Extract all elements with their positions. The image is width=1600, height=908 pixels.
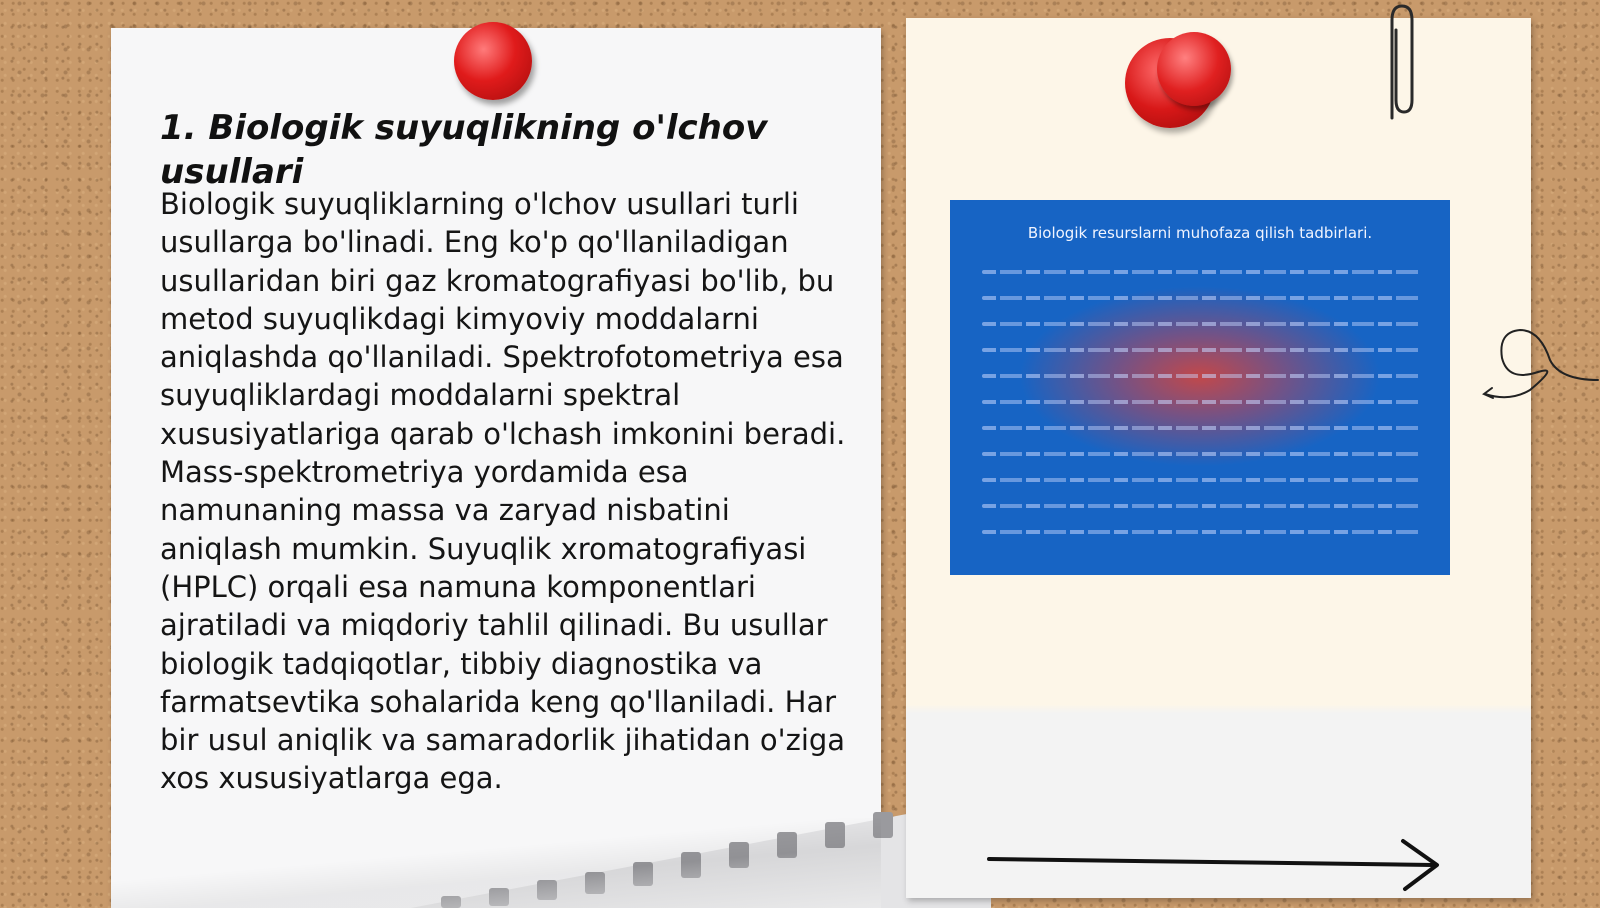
paper-clip-icon (1378, 0, 1418, 125)
push-pin-icon (454, 22, 532, 100)
push-pin-icon (1157, 32, 1231, 106)
section-title: 1. Biologik suyuqlikning o'lchov usullari (160, 108, 768, 192)
torn-paper-edge (411, 798, 991, 908)
slide-image-title: Biologik resurslarni muhofaza qilish tadbirlari. (1027, 224, 1373, 242)
curly-arrow-icon (1480, 310, 1600, 410)
slide-image-text-lines (982, 270, 1422, 556)
arrow-right-icon (985, 835, 1450, 895)
section-body-text: Biologik suyuqliklarning o'lchov usullari turli usullarga bo'linadi. Eng ko'p qo'llaniladigan usullaridan biri gaz kromatografiyasi bo'lib, bu metod suyuqlikdagi kimyoviy moddalarni aniqlashda qo'llaniladi. Spektrofotometriya esa suyuqliklardagi moddalarni spektral xususiyatlariga qarab o'lchash imkonini beradi. Mass-spektrometriya yordamida esa namunaning massa va zaryad nisbatini aniqlash mumkin. Suyuqlik xromatografiyasi (HPLC) orqali esa namuna komponentlari ajratiladi va miqdoriy tahlil qilinadi. Bu usullar biologik tadqiqotlar, tibbiy diagnostika va farmatsevtika sohalarida keng qo'llaniladi. Har bir usul aniqlik va samaradorlik jihatidan o'ziga xos xususiyatlarga ega. (160, 187, 846, 796)
embedded-slide-image (950, 200, 1450, 575)
